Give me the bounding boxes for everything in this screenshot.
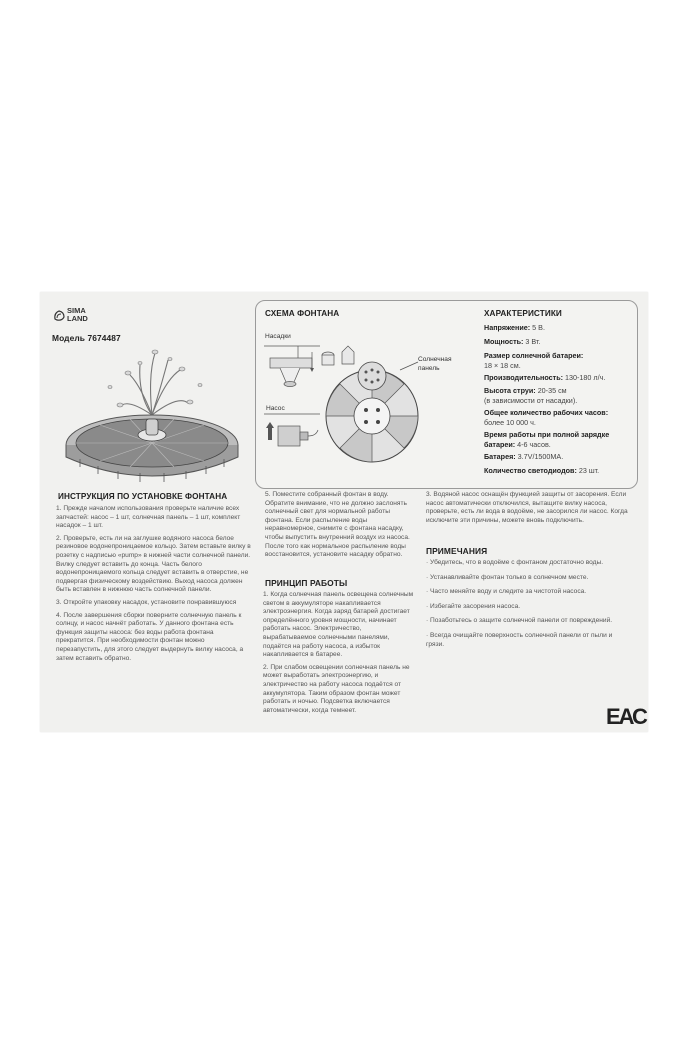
spec-size-value: 18 × 18 см.	[484, 360, 521, 370]
schema-diagram	[262, 340, 472, 480]
note-1: · Убедитесь, что в водоёме с фонтаном достаточно воды.	[426, 559, 604, 566]
notes-title: ПРИМЕЧАНИЯ	[426, 546, 488, 556]
schema-pump-label: Насос	[266, 405, 285, 412]
schema-title: СХЕМА ФОНТАНА	[265, 309, 340, 318]
spec-size-label: Размер солнечной батареи:	[484, 351, 584, 360]
specs-title: ХАРАКТЕРИСТИКИ	[484, 309, 562, 318]
brand-logo: SIMA LAND	[67, 306, 88, 323]
principle-step-1: 1. Когда солнечная панель освещена солнечным светом в аккумуляторе накапливается электроэнергия. Когда заряд батарей достигает определённого уровня мощности, начинает работать насос. Электричество, вырабатываемое солнечными панелями, подаётся на работу насоса, а избыток накапливается в батарее.	[263, 591, 414, 659]
spec-runtime-value: 4-6 часов.	[517, 439, 551, 449]
spec-height-value: 20-35 см	[537, 386, 567, 395]
install-step-2: 2. Проверьте, есть ли на заглушке водяного насоса белое резиновое водонепроницаемое кольцо. Затем вставьте вилку в розетку с надписью «pump» в нижней части солнечной панели. Вилку следует вставить до конца. Часть белого водонепроницаемого кольца следует вставить в отверстие, не подвергая физическому воздействию. Выход насоса должен быть вставлен в нижнюю часть солнечной панели.	[56, 534, 251, 594]
spec-power-value: 3 Вт.	[525, 337, 541, 346]
principle-step-2: 2. При слабом освещении солнечная панель не может выработать электроэнергию, и электричество на работу насоса подаётся от аккумулятора. Таким образом фонтан может работать и ночью. Подсветка включается автоматически, когда темнеет.	[263, 663, 410, 714]
spec-battery-value: 3.7V/1500MA.	[517, 452, 564, 461]
note-3: · Часто меняйте воду и следите за чистотой насоса.	[426, 588, 587, 596]
spec-power-label: Мощность:	[484, 337, 524, 346]
spec-battery-label: Батарея:	[484, 452, 516, 461]
eac-certification-mark: ЕАС	[606, 704, 646, 729]
note-6: · Всегда очищайте поверхность солнечной панели от пыли и грязи.	[426, 631, 613, 648]
spec-voltage-value: 5 В.	[532, 323, 545, 332]
spec-height-note: (в зависимости от насадки).	[484, 395, 578, 405]
spec-hours-value: более 10 000 ч.	[484, 417, 536, 427]
principle-step-3: 3. Водяной насос оснащён функцией защиты от засорения. Если насос автоматически отключился, вытащите вилку насоса, проверьте, есть ли вода в водоёме, не засорился ли насос. Когда исключите эти причины, можете вновь подключить.	[426, 491, 628, 524]
spec-perf-label: Производительность:	[484, 373, 564, 382]
install-step-4: 4. После завершения сборки поверните солнечную панель к солнцу, и насос начнёт работать. У данного фонтана есть функция защиты насоса: без воды работа фонтана прекратится. При необходимости фонтан можно перезапустить, для этого следует выдернуть вилку насоса, а затем вставить обратно.	[56, 611, 244, 662]
principle-title: ПРИНЦИП РАБОТЫ	[265, 578, 348, 588]
spec-leds-value: 23 шт.	[578, 466, 600, 475]
spec-perf-value: 130-180 л/ч.	[565, 373, 606, 382]
model-number: Модель 7674487	[52, 333, 121, 343]
sima-land-logo-icon	[53, 309, 66, 322]
schema-nozzles-label: Насадки	[265, 333, 291, 340]
schema-panel-label: Солнечная панель	[418, 356, 452, 372]
install-step-5: 5. Поместите собранный фонтан в воду. Обратите внимание, что не должно заслонять солнечный свет для нормальной работы фонтана. Если распыление воды неравномерное, снимите с фонтана насадку, чтобы выпустить внутренний воздух из насоса. После того как нормальное распыление воды восстановится, установите насадку обратно.	[265, 491, 410, 559]
spec-voltage-label: Напряжение:	[484, 323, 531, 332]
note-2: · Устанавливайте фонтан только в солнечном месте.	[426, 573, 589, 581]
spec-leds-label: Количество светодиодов:	[484, 466, 577, 475]
note-5: · Позаботьтесь о защите солнечной панели от повреждений.	[426, 617, 613, 625]
spec-runtime-label: Время работы при полной зарядке батареи:	[484, 430, 610, 449]
spec-hours-label: Общее количество рабочих часов:	[484, 408, 609, 417]
install-title: ИНСТРУКЦИЯ ПО УСТАНОВКЕ ФОНТАНА	[58, 492, 228, 501]
spec-height-label: Высота струи:	[484, 386, 536, 395]
install-step-3: 3. Откройте упаковку насадок, установите понравившуюся	[56, 598, 237, 606]
note-4: · Избегайте засорения насоса.	[426, 602, 521, 610]
fountain-illustration	[60, 345, 245, 485]
install-step-1: 1. Прежде началом использования проверьте наличие всех запчастей: насос – 1 шт, солнечная панель – 1 шт, комплект насадок – 1 шт.	[56, 505, 241, 530]
